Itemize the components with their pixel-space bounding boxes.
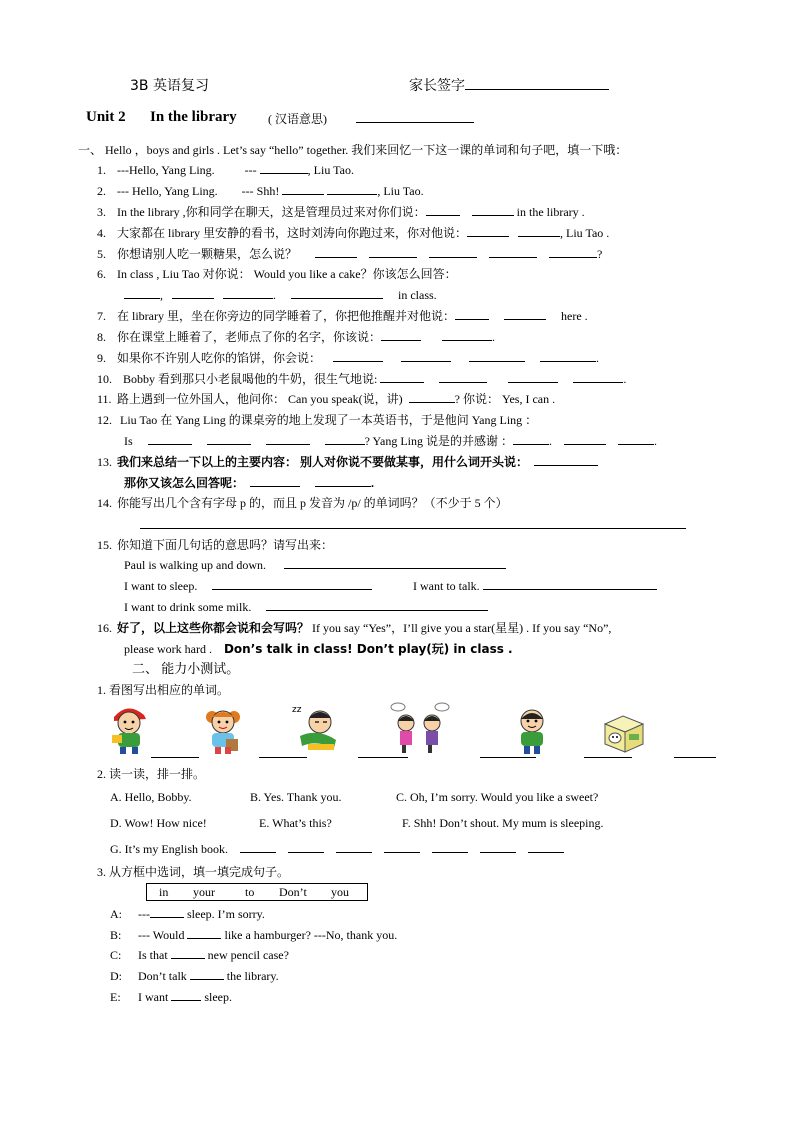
word-box-item: your	[193, 885, 215, 899]
q2-option-c: C. Oh, I’m sorry. Would you like a sweet?	[396, 790, 599, 804]
motto: Don’s talk in class! Don’t play(玩) in class .	[223, 642, 513, 656]
word-box	[146, 883, 368, 901]
header-title: 3B 英语复习	[130, 78, 209, 94]
q15-sentence-2: I want to sleep.	[124, 578, 372, 594]
item-1: 1. ---Hello, Yang Ling. --- , Liu Tao.	[97, 163, 354, 177]
q3-sentence-c: C: Is that new pencil case?	[110, 948, 289, 962]
item-3: 3. In the library ,你和同学在聊天，这是管理员过来对你们说： in the library .	[97, 205, 585, 219]
part2-q2-title: 2. 读一读，排一排。	[97, 767, 206, 781]
item-5: 5. 你想请别人吃一颗糖果，怎么说？ ?	[97, 247, 603, 261]
item-13: 13. 我们来总结一下以上的主要内容： 别人对你说不要做某事，用什么词开头说：	[97, 454, 598, 470]
q2-option-a: A. Hello, Bobby.	[110, 790, 192, 804]
item-14: 14. 你能写出几个含有字母 p 的，而且 p 发音为 /p/ 的单词吗？（不少于 5 个）	[97, 496, 508, 510]
word-box-item: in	[159, 885, 169, 899]
picture-answer-blanks	[151, 746, 716, 762]
item-14-blank	[140, 517, 686, 533]
unit-note: ( 汉语意思)	[268, 112, 327, 126]
part2-q3-title: 3. 从方框中选词，填一填完成句子。	[97, 865, 290, 879]
signature-blank[interactable]	[465, 78, 609, 90]
item-7: 7. 在 library 里，坐在你旁边的同学睡着了，你把他推醒并对他说： here .	[97, 309, 588, 323]
q3-sentence-d: D: Don’t talk the library.	[110, 969, 279, 983]
item-9: 9. 如果你不许别人吃你的馅饼，你会说： .	[97, 351, 600, 365]
q2-option-g: G. It’s my English book.	[110, 841, 564, 857]
svg-text:zz: zz	[292, 705, 302, 715]
parent-signature-label: 家长签字	[409, 78, 609, 94]
q3-sentence-b: B: --- Would like a hamburger? ---No, thank you.	[110, 928, 398, 942]
item-6-blanks: , . in class.	[124, 287, 437, 303]
boy-with-cap-picture	[106, 703, 152, 755]
word-box-item: you	[331, 885, 349, 899]
part2-q1-title: 1. 看图写出相应的单词。	[97, 683, 230, 697]
q3-sentence-a: A: --- sleep. I’m sorry.	[110, 907, 265, 921]
unit-meaning-blank[interactable]	[356, 111, 474, 123]
item-8: 8. 你在课堂上睡着了，老师点了你的名字，你该说： .	[97, 330, 496, 344]
q15-sentence-3: I want to talk.	[413, 578, 657, 594]
item-15: 15. 你知道下面几句话的意思吗？请写出来：	[97, 538, 334, 552]
q3-sentence-e: E: I want sleep.	[110, 990, 232, 1004]
unit-title: In the library	[150, 109, 237, 125]
part1-intro: 一、 Hello ，boys and girls . Let’s say “hello” together. 我们来回忆一下这一课的单词和句子吧，填一下哦：	[78, 143, 628, 157]
item-2: 2. --- Hello, Yang Ling. --- Shh! , Liu Tao.	[97, 184, 424, 198]
unit-number: Unit 2	[86, 109, 126, 125]
part2-title: 二、 能力小测试。	[132, 661, 240, 676]
item-4: 4. 大家都在 library 里安静的看书，这时刘涛向你跑过来，你对他说： , Liu Tao .	[97, 226, 610, 240]
item-16: 16. 好了，以上这些你都会说和会写吗？ If you say “Yes”，I’ll give you a star(星星) . If you say “No”,	[97, 621, 612, 635]
word-box-item: Don’t	[279, 885, 307, 899]
q15-sentence-4: I want to drink some milk.	[124, 599, 488, 615]
item-10: 10. Bobby 看到那只小老鼠喝他的牛奶，很生气地说: .	[97, 372, 627, 386]
item-11: 11. 路上遇到一位外国人，他问你： Can you speak(说，讲) ? 你说： Yes, I can .	[97, 392, 556, 406]
q2-option-e: E. What’s this?	[259, 816, 332, 830]
q2-option-d: D. Wow! How nice!	[110, 816, 207, 830]
item-16-line2: please work hard . Don’s talk in class! Don’t play(玩) in class .	[124, 642, 513, 656]
q2-option-f: F. Shh! Don’t shout. My mum is sleeping.	[402, 816, 604, 830]
item-12-line2: Is ? Yang Ling 说是的并感谢 ： . .	[124, 434, 658, 448]
word-box-item: to	[245, 885, 255, 899]
q15-sentence-1: Paul is walking up and down.	[124, 557, 506, 573]
item-6: 6. In class , Liu Tao 对你说： Would you like a cake？你该怎么回答：	[97, 267, 457, 281]
q2-option-b: B. Yes. Thank you.	[250, 790, 342, 804]
item-12: 12. Liu Tao 在 Yang Ling 的课桌旁的地上发现了一本英语书，于是他问 Yang Ling ：	[97, 413, 538, 427]
item-13-line2: 那你又该怎么回答呢： .	[124, 476, 375, 490]
